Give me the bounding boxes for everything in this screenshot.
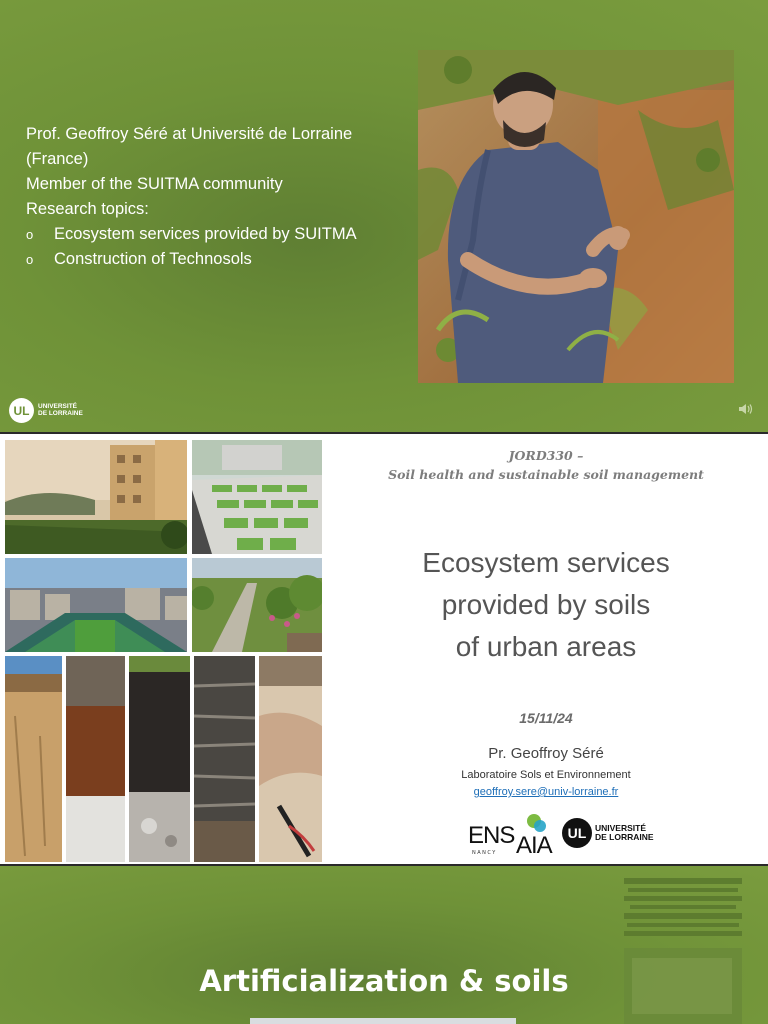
- speaker-bio: [26, 122, 416, 272]
- university-logo: [562, 818, 654, 848]
- slide-intro: [0, 0, 768, 432]
- laboratory-name: Laboratoire Sols et Environnement: [461, 769, 631, 781]
- research-topic-label: Construction of Technosols: [54, 250, 252, 268]
- university-name-line2: DE LORRAINE: [38, 409, 83, 417]
- university-monogram: UL: [9, 398, 34, 423]
- title-line: of urban areas: [455, 631, 637, 662]
- image-strip: [250, 1018, 516, 1024]
- presenter-name: Pr. Geoffroy Séré: [488, 745, 604, 762]
- bio-line: Prof. Geoffroy Séré at Université de Lorraine: [26, 125, 353, 143]
- presentation-title: [352, 542, 740, 668]
- ensaia-logo: [468, 810, 560, 858]
- collage-photo-rooftop: [5, 558, 187, 652]
- speaker-photo: [418, 50, 734, 383]
- slide-heading: Artificialization & soils: [199, 964, 569, 998]
- bio-line: Member of the SUITMA community: [26, 175, 283, 193]
- ensaia-logo-text: AIA: [516, 832, 552, 859]
- university-name-line1: UNIVERSITÉ: [38, 402, 78, 410]
- speaker-photo-illustration: [418, 50, 734, 383]
- slide-title: [0, 432, 768, 866]
- collage-photo-green-plots: [192, 440, 322, 554]
- ensaia-logo-text: ENS: [468, 822, 515, 849]
- soil-profile-3: [129, 656, 190, 862]
- ensaia-logo-dot: [534, 820, 546, 832]
- presentation-date: 15/11/24: [519, 710, 573, 726]
- course-name: Soil health and sustainable soil management: [388, 467, 704, 482]
- collage-photo-allotment-path: [192, 558, 322, 652]
- soil-profile-4: [194, 656, 255, 862]
- university-name-line2: DE LORRAINE: [595, 832, 654, 842]
- university-logo: [9, 398, 83, 423]
- slide-artificialization: [0, 866, 768, 1024]
- soil-profile-decoration: [624, 878, 742, 1024]
- soil-profile-2: [66, 656, 125, 862]
- title-line: Ecosystem services: [422, 547, 670, 578]
- soil-profile-1: [5, 656, 62, 862]
- bio-line: (France): [26, 150, 89, 168]
- research-topic-label: Ecosystem services provided by SUITMA: [54, 225, 357, 243]
- collage-photo-urban-garden: [5, 440, 187, 554]
- university-monogram: UL: [562, 818, 592, 848]
- course-code: JORD330 –: [508, 448, 584, 463]
- course-heading: [340, 446, 752, 484]
- presenter-email-link[interactable]: geoffroy.sere@univ-lorraine.fr: [473, 786, 619, 798]
- bullet-mark: o: [26, 252, 34, 267]
- soil-profile-5: [259, 656, 322, 862]
- bullet-mark: o: [26, 227, 34, 242]
- ensaia-logo-subtext: NANCY: [472, 850, 497, 856]
- title-line: provided by soils: [441, 589, 651, 620]
- research-topic-item: [26, 247, 416, 272]
- university-name-line1: UNIVERSITÉ: [595, 823, 647, 834]
- bio-line: Research topics:: [26, 200, 149, 218]
- research-topic-item: [26, 222, 416, 247]
- speaker-icon[interactable]: [738, 402, 754, 416]
